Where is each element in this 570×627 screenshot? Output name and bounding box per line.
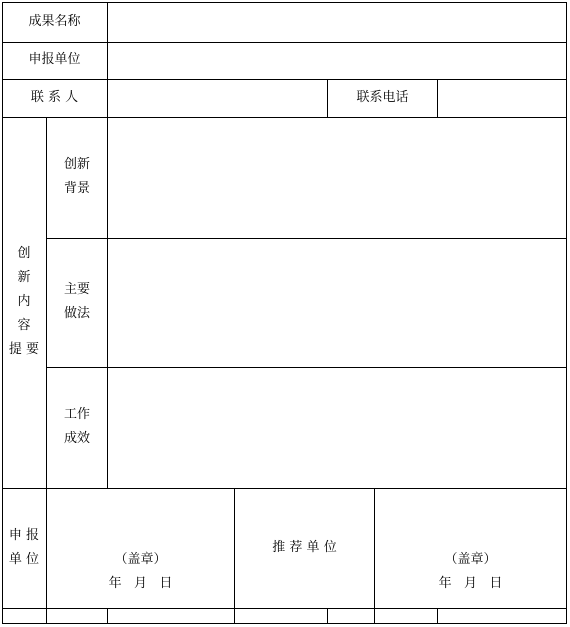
contact-person-field[interactable]	[112, 86, 322, 110]
applicant-section-label	[2, 524, 46, 572]
rule-row1	[2, 42, 567, 43]
background-label	[47, 153, 107, 201]
results-field[interactable]	[112, 372, 562, 482]
applicant-unit-field[interactable]	[112, 48, 562, 72]
applicant-unit-label: 申报单位	[28, 52, 81, 67]
main-practices-label	[47, 278, 107, 326]
rule-bottom	[2, 623, 567, 624]
innovation-summary-char-3: 内	[17, 294, 31, 309]
rule-row4	[2, 488, 567, 489]
background-field[interactable]	[112, 122, 562, 232]
innovation-summary-char-2: 新	[17, 270, 31, 285]
recommender-seal-text: （盖章）	[444, 552, 497, 567]
main-practices-label-line-1: 主要	[63, 282, 90, 297]
main-practices-field[interactable]	[112, 243, 562, 361]
rule-right	[566, 2, 567, 624]
rule-row3	[2, 117, 567, 118]
achievement-name-label: 成果名称	[28, 14, 81, 29]
rule-sub2	[47, 367, 567, 368]
rule-sub-label-col	[107, 117, 108, 488]
main-practices-label-line-2: 做法	[63, 306, 90, 321]
applicant-date-text: 年 月 日	[108, 576, 173, 591]
innovation-summary-char-5: 提 要	[8, 342, 40, 357]
innovation-summary-label	[2, 242, 46, 362]
results-label	[47, 403, 107, 451]
rule-sub1	[47, 238, 567, 239]
rule-row2	[2, 79, 567, 80]
innovation-summary-char-1: 创	[17, 246, 31, 261]
contact-phone-field[interactable]	[442, 86, 562, 110]
background-label-line-1: 创新	[63, 157, 90, 172]
innovation-summary-char-4: 容	[17, 318, 31, 333]
recommending-unit-label: 推 荐 单 位	[272, 540, 337, 555]
rule-bottom-col3	[437, 608, 438, 624]
rule-phone-right	[437, 79, 438, 117]
achievement-name-field[interactable]	[112, 10, 562, 34]
results-label-line-2: 成效	[63, 431, 90, 446]
contact-phone-label: 联系电话	[356, 90, 409, 105]
applicant-section-label-line-2: 单 位	[8, 552, 40, 567]
contact-person-label: 联 系 人	[30, 90, 79, 105]
background-label-line-2: 背景	[63, 181, 90, 196]
applicant-section-label-line-1: 申 报	[8, 528, 40, 543]
results-label-line-1: 工作	[63, 407, 90, 422]
rule-bottom-col1	[107, 608, 108, 624]
rule-bottom-col2	[327, 608, 328, 624]
applicant-seal-text: （盖章）	[114, 552, 167, 567]
rule-label-col	[107, 2, 108, 117]
rule-row5	[2, 608, 567, 609]
rule-top	[2, 2, 567, 3]
recommender-date-text: 年 月 日	[438, 576, 503, 591]
